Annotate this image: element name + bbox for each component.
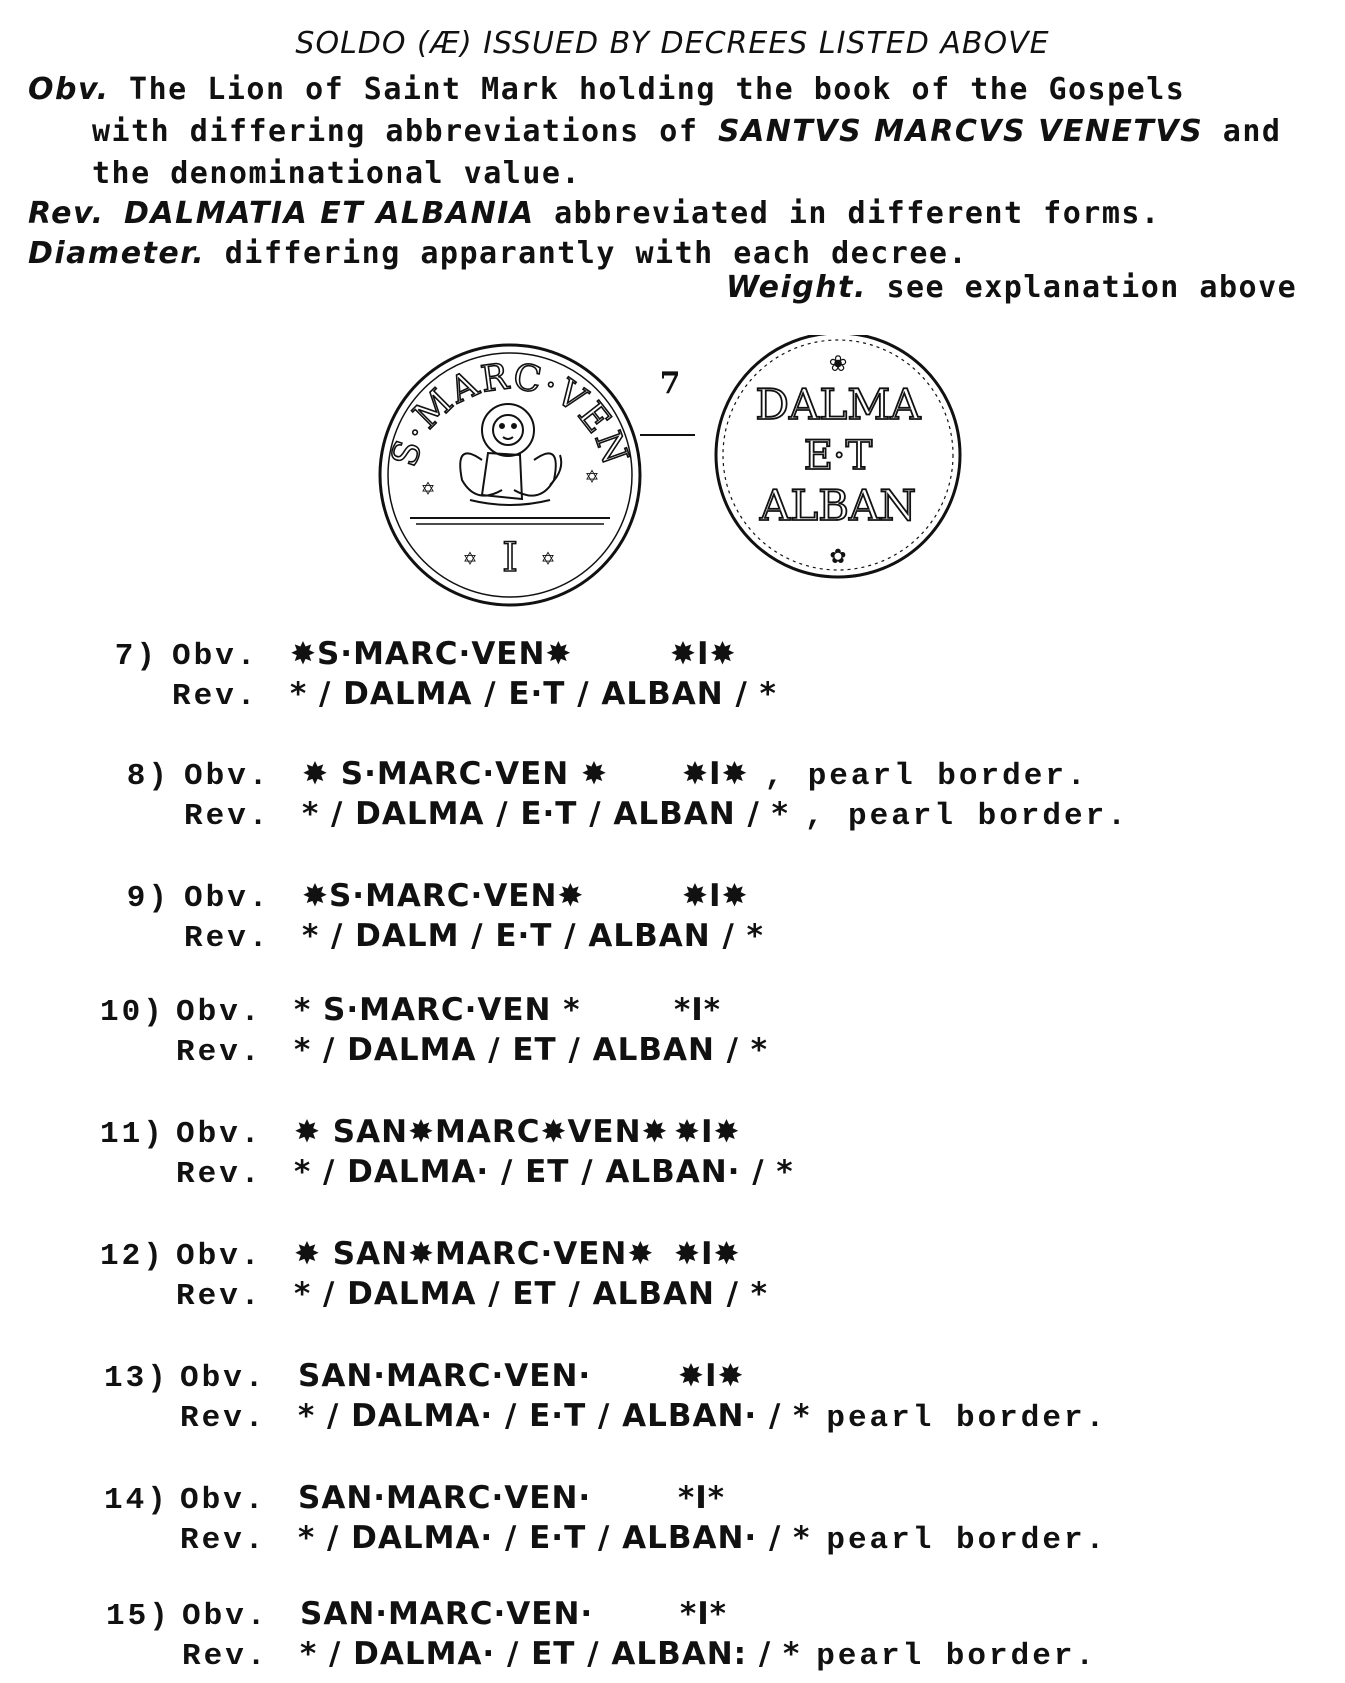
reverse-label: Rev. (28, 196, 105, 231)
reverse-legend: * / DALMA· / E·T / ALBAN· / * (298, 1398, 811, 1434)
weight-text: see explanation above (886, 270, 1298, 305)
obverse-text-1: The Lion of Saint Mark holding the book of the Gospels (129, 72, 1186, 107)
coin-number: 7 (659, 366, 681, 401)
obverse-value: ✸I✸ (678, 1358, 745, 1394)
list-item (100, 1114, 810, 1194)
reverse-text: abbreviated in different forms. (554, 196, 1161, 231)
obverse-legend: ✸ SAN✸MARC✸VEN✸ (294, 1114, 669, 1150)
obverse-label: Obv. (172, 639, 259, 674)
obverse-legend: ✸S·MARC·VEN✸ (290, 636, 573, 672)
reverse-legend: * / DALMA· / ET / ALBAN· / * (294, 1154, 794, 1190)
reverse-legend: * / DALMA· / ET / ALBAN: / * (300, 1636, 801, 1672)
reverse-line-3: ALBAN (759, 481, 917, 530)
reverse-line-1: DALMA (755, 380, 921, 429)
reverse-description-line (28, 196, 1161, 231)
reverse-legend: * / DALMA· / E·T / ALBAN· / * (298, 1520, 811, 1556)
entry-number: 8) (126, 759, 170, 794)
obverse-description-line-2 (92, 114, 1281, 149)
obverse-legend: ✸ S·MARC·VEN ✸ (302, 756, 608, 792)
obverse-legend: S·MARC·VEN (383, 356, 637, 472)
reverse-label: Rev. (180, 1401, 267, 1436)
obverse-label: Obv. (180, 1361, 267, 1396)
obverse-label: Obv. (176, 995, 263, 1030)
obverse-value: ✸I✸ (674, 1236, 741, 1272)
reverse-note: , pearl border. (804, 799, 1129, 834)
entry-number: 12) (100, 1239, 165, 1274)
reverse-label: Rev. (184, 921, 271, 956)
star-icon: ✡ (585, 465, 599, 490)
reverse-label: Rev. (176, 1279, 263, 1314)
obverse-label: Obv. (184, 881, 271, 916)
reverse-label: Rev. (182, 1639, 269, 1674)
list-item (108, 878, 780, 958)
obverse-value: *I* (674, 992, 721, 1028)
reverse-note: pearl border. (826, 1523, 1108, 1558)
page-title: SOLDO (Æ) ISSUED BY DECREES LISTED ABOVE (295, 26, 1050, 61)
obverse-value: ✸I✸ (674, 1114, 741, 1150)
obverse-text-2a: with differing abbreviations of (92, 114, 699, 149)
star-icon: ✡ (541, 547, 555, 572)
list-item (100, 992, 784, 1072)
entry-number: 11) (100, 1117, 165, 1152)
rosette-icon: ✿ (830, 541, 846, 571)
reverse-label: Rev. (184, 799, 271, 834)
obverse-note: , pearl border. (764, 759, 1089, 794)
reverse-label: Rev. (180, 1523, 267, 1558)
list-item (96, 636, 793, 716)
reverse-coin (716, 335, 960, 577)
reverse-legend: * / DALMA / E·T / ALBAN / * (302, 796, 789, 832)
obverse-description-line-3: the denominational value. (92, 156, 582, 191)
obverse-label: Obv. (176, 1239, 263, 1274)
obverse-legend: ✸S·MARC·VEN✸ (302, 878, 585, 914)
obverse-description-line-1 (28, 72, 1185, 107)
obverse-coin (380, 345, 640, 605)
obverse-text-2c: and (1222, 114, 1282, 149)
reverse-note: pearl border. (826, 1401, 1108, 1436)
weight-label: Weight. (726, 270, 867, 305)
obverse-value: I (502, 535, 518, 581)
reverse-label: Rev. (172, 679, 259, 714)
entry-number: 13) (104, 1361, 169, 1396)
list-item (104, 1358, 1107, 1438)
entry-number: 14) (104, 1483, 169, 1518)
entry-number: 10) (100, 995, 165, 1030)
star-icon: ✡ (421, 477, 435, 502)
obverse-legend-name: SANTVS MARCVS VENETVS (717, 114, 1204, 149)
reverse-legend: * / DALM / E·T / ALBAN / * (302, 918, 764, 954)
obverse-value: ✸I✸ (682, 756, 749, 792)
diameter-line (28, 236, 968, 271)
obverse-label: Obv. (180, 1483, 267, 1518)
obverse-value: ✸I✸ (682, 878, 749, 914)
reverse-legend: * / DALMA / ET / ALBAN / * (294, 1032, 769, 1068)
obverse-value: ✸I✸ (670, 636, 737, 672)
diameter-label: Diameter. (28, 236, 206, 271)
obverse-legend: SAN·MARC·VEN· (300, 1596, 594, 1632)
list-item (100, 1236, 784, 1316)
obverse-legend: ✸ SAN✸MARC·VEN✸ (294, 1236, 655, 1272)
entry-number: 15) (106, 1599, 171, 1634)
reverse-label: Rev. (176, 1157, 263, 1192)
obverse-label: Obv. (176, 1117, 263, 1152)
obverse-legend: SAN·MARC·VEN· (298, 1358, 592, 1394)
obverse-label: Obv. (28, 72, 110, 107)
list-item (108, 756, 1129, 836)
reverse-label: Rev. (176, 1035, 263, 1070)
weight-line (726, 270, 1297, 305)
list-item (106, 1596, 1097, 1676)
obverse-label: Obv. (182, 1599, 269, 1634)
list-item (104, 1480, 1107, 1560)
obverse-legend: * S·MARC·VEN * (294, 992, 581, 1028)
obverse-value: *I* (678, 1480, 725, 1516)
reverse-legend-name: DALMATIA ET ALBANIA (124, 196, 535, 231)
star-icon: ✡ (463, 547, 477, 572)
entry-number: 9) (126, 881, 170, 916)
obverse-legend: SAN·MARC·VEN· (298, 1480, 592, 1516)
coin-illustration (370, 335, 990, 615)
reverse-legend: * / DALMA / ET / ALBAN / * (294, 1276, 769, 1312)
rosette-icon: ❀ (829, 349, 847, 380)
reverse-line-2: E·T (803, 433, 873, 479)
reverse-note: pearl border. (816, 1639, 1098, 1674)
obverse-label: Obv. (184, 759, 271, 794)
reverse-legend: * / DALMA / E·T / ALBAN / * (290, 676, 777, 712)
diameter-text: differing apparantly with each decree. (224, 236, 969, 271)
entry-number: 7) (114, 639, 158, 674)
obverse-value: *I* (680, 1596, 727, 1632)
